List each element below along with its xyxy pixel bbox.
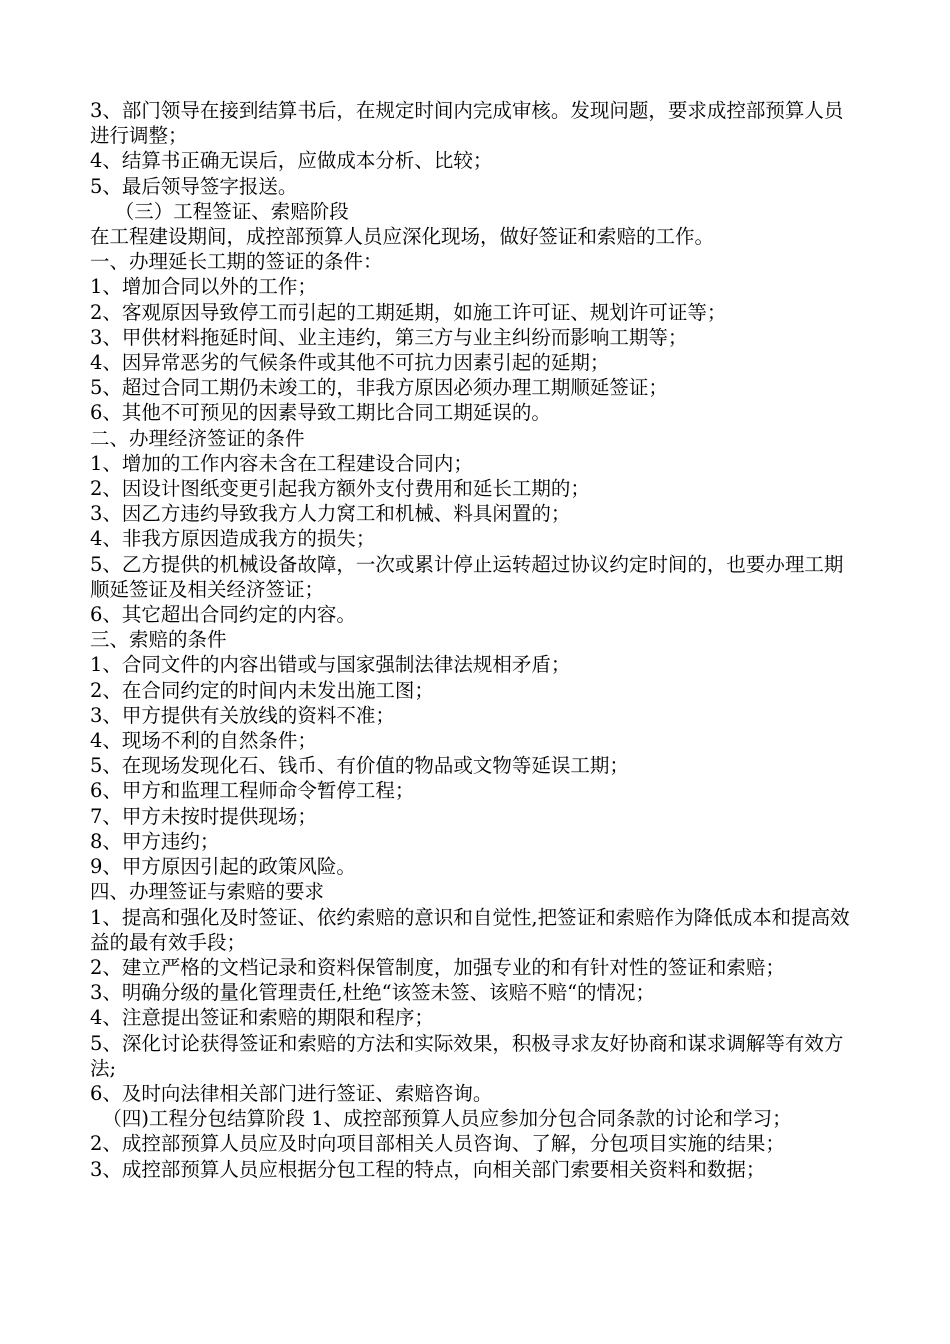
text-line: 3、因乙方违约导致我方人力窝工和机械、料具闲置的； — [90, 502, 571, 526]
text-line: 3、明确分级的量化管理责任,杜绝“该签未签、该赔不赔“的情况； — [90, 981, 656, 1005]
text-line: 3、甲方提供有关放线的资料不准； — [90, 703, 395, 727]
subsection-heading: 二、办理经济签证的条件 — [90, 426, 305, 450]
text-line: 1、增加的工作内容未含在工程建设合同内； — [90, 451, 473, 475]
text-line: 6、及时向法律相关部门进行签证、索赔咨询。 — [90, 1081, 493, 1105]
text-line: 5、乙方提供的机械设备故障，一次或累计停止运转超过协议约定时间的，也要办理工期顺延签证及相关经济签证； — [90, 552, 844, 601]
text-line: 5、在现场发现化石、钱币、有价值的物品或文物等延误工期； — [90, 754, 629, 778]
text-line: 1、提高和强化及时签证、依约索赔的意识和自觉性,把签证和索赔作为降低成本和提高效益的最有效手段； — [90, 905, 850, 954]
text-line: 7、甲方未按时提供现场； — [90, 804, 317, 828]
text-line: 8、甲方违约； — [90, 829, 220, 853]
text-line: 2、在合同约定的时间内未发出施工图； — [90, 678, 434, 702]
text-line: 1、合同文件的内容出错或与国家强制法律法规相矛盾； — [90, 653, 571, 677]
section-heading: （四)工程分包结算阶段 1、成控部预算人员应参加分包合同条款的讨论和学习； — [90, 1107, 792, 1131]
text-line: 3、甲供材料拖延时间、业主违约，第三方与业主纠纷而影响工期等； — [90, 325, 688, 349]
section-heading: （三）工程签证、索赔阶段 — [90, 199, 349, 223]
text-line: 5、深化讨论获得签证和索赔的方法和实际效果，积极寻求友好协商和谋求调解等有效方法; — [90, 1031, 844, 1080]
text-line: 3、成控部预算人员应根据分包工程的特点，向相关部门索要相关资料和数据； — [90, 1157, 766, 1181]
text-line: 6、甲方和监理工程师命令暂停工程； — [90, 779, 415, 803]
text-line: 1、增加合同以外的工作； — [90, 275, 317, 299]
text-line: 4、现场不利的自然条件； — [90, 729, 317, 753]
text-line: 5、最后领导签字报送。 — [90, 174, 298, 198]
text-line: 3、部门领导在接到结算书后，在规定时间内完成审核。发现问题，要求成控部预算人员进行调整； — [90, 99, 844, 148]
document-page — [90, 98, 862, 1182]
text-line: 5、超过合同工期仍未竣工的，非我方原因必须办理工期顺延签证； — [90, 376, 668, 400]
text-line: 4、注意提出签证和索赔的期限和程序； — [90, 1006, 434, 1030]
text-line: 2、因设计图纸变更引起我方额外支付费用和延长工期的； — [90, 477, 590, 501]
text-line: 9、甲方原因引起的政策风险。 — [90, 855, 356, 879]
text-line: 2、客观原因导致停工而引起的工期延期，如施工许可证、规划许可证等； — [90, 300, 727, 324]
text-line: 在工程建设期间，成控部预算人员应深化现场，做好签证和索赔的工作。 — [90, 225, 715, 249]
text-line: 2、成控部预算人员应及时向项目部相关人员咨询、了解，分包项目实施的结果； — [90, 1132, 785, 1156]
text-line: 2、建立严格的文档记录和资料保管制度，加强专业的和有针对性的签证和索赔； — [90, 955, 785, 979]
subsection-heading: 三、索赔的条件 — [90, 628, 227, 652]
text-line: 4、因异常恶劣的气候条件或其他不可抗力因素引起的延期； — [90, 351, 610, 375]
text-line: 4、非我方原因造成我方的损失； — [90, 527, 376, 551]
subsection-heading: 四、办理签证与索赔的要求 — [90, 880, 325, 904]
text-line: 6、其他不可预见的因素导致工期比合同工期延误的。 — [90, 401, 551, 425]
text-line: 4、结算书正确无误后，应做成本分析、比较； — [90, 149, 493, 173]
text-line: 6、其它超出合同约定的内容。 — [90, 603, 356, 627]
subsection-heading: 一、办理延长工期的签证的条件： — [90, 250, 383, 274]
